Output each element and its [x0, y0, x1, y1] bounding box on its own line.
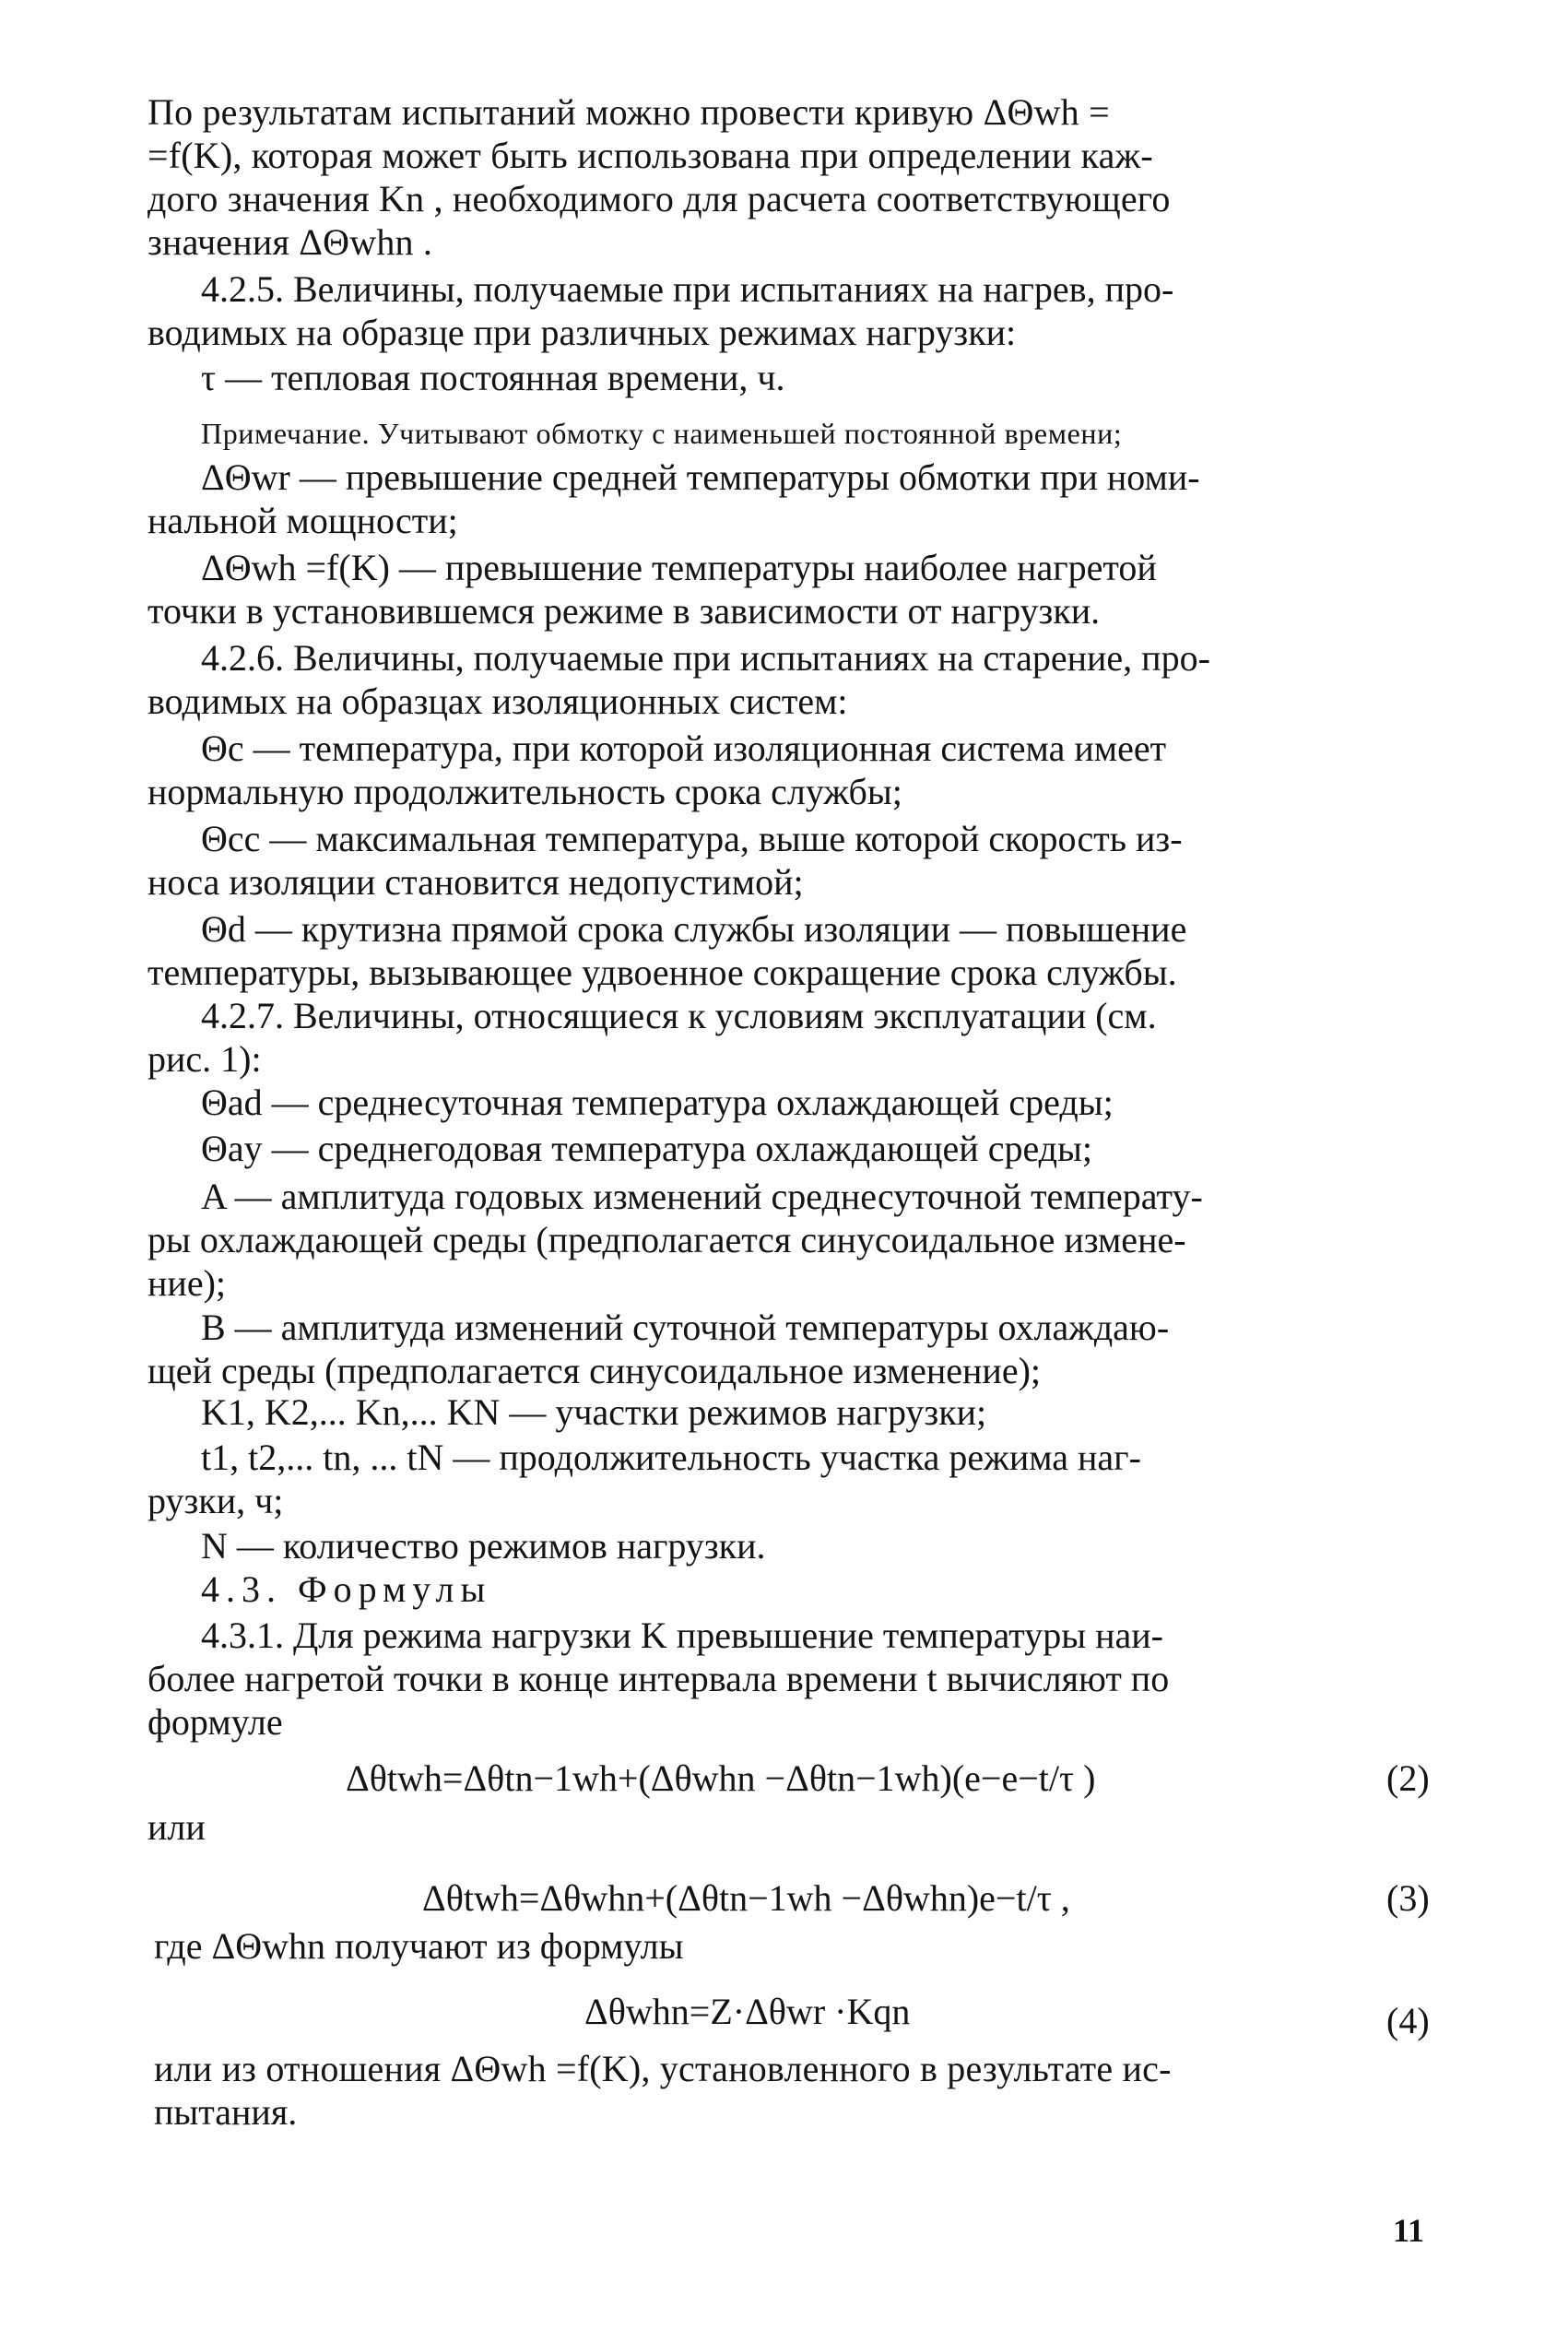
def-theta-d-line-1: Θd — крутизна прямой срока службы изоляции — повышение [201, 908, 1187, 950]
word-or: или [147, 1806, 206, 1848]
def-t-durations-line-2: рузки, ч; [147, 1480, 284, 1521]
def-theta-cc-line-1: Θcc — максимальная температура, выше которой скорость из- [201, 818, 1183, 859]
closing-line-1: или из отношения ΔΘwh =f(K), установленного в результате ис- [154, 2048, 1172, 2089]
formula-2-number: (2) [1386, 1757, 1430, 1799]
formula-4: Δθwhn=Z·Δθwr ·Kqn [584, 1991, 911, 2032]
paragraph-1-line-1: По результатам испытаний можно провести кривую ΔΘwh = [147, 91, 1110, 133]
paragraph-1-line-3: дого значения Kn , необходимого для расчета соответствующего [147, 178, 1171, 219]
section-4-2-5-line-2: водимых на образце при различных режимах нагрузки: [147, 312, 1017, 353]
section-4-3-1-line-3: формуле [147, 1701, 283, 1743]
def-delta-theta-wh-line-1: ΔΘwh =f(K) — превышение температуры наиболее нагретой [201, 547, 1157, 588]
def-k-segments: K1, K2,... Kn,... KN — участки режимов нагрузки; [201, 1391, 987, 1433]
note: Примечание. Учитывают обмотку с наименьшей постоянной времени; [201, 417, 1123, 450]
formula-3: Δθtwh=Δθwhn+(Δθtn−1wh −Δθwhn)e−t/τ , [422, 1877, 1070, 1919]
def-theta-c-line-1: Θc — температура, при которой изоляционная система имеет [201, 727, 1167, 769]
time-constant-definition: τ — тепловая постоянная времени, ч. [201, 357, 785, 398]
def-t-durations-line-1: t1, t2,... tn, ... tN — продолжительность участка режима наг- [201, 1437, 1141, 1478]
def-theta-ad: Θad — среднесуточная температура охлаждающей среды; [201, 1082, 1114, 1123]
paragraph-1-line-2: =f(K), которая может быть использована при определении каж- [147, 135, 1153, 176]
where-text: где ΔΘwhn получают из формулы [154, 1925, 684, 1967]
closing-line-2: пытания. [154, 2091, 298, 2133]
section-4-3-title: 4.3. Формулы [201, 1568, 492, 1610]
def-n-count: N — количество режимов нагрузки. [201, 1525, 766, 1567]
def-b-line-2: щей среды (предполагается синусоидальное изменение); [147, 1350, 1042, 1391]
section-4-2-7-line-1: 4.2.7. Величины, относящиеся к условиям эксплуатации (см. [201, 995, 1157, 1036]
def-a-line-2: ры охлаждающей среды (предполагается синусоидальное измене- [147, 1219, 1186, 1260]
def-theta-d-line-2: температуры, вызывающее удвоенное сокращение срока службы. [147, 952, 1177, 993]
section-4-2-5-line-1: 4.2.5. Величины, получаемые при испытаниях на нагрев, про- [201, 268, 1174, 310]
section-4-2-6-line-1: 4.2.6. Величины, получаемые при испытаниях на старение, про- [201, 637, 1210, 679]
def-delta-theta-wh-line-2: точки в установившемся режиме в зависимости от нагрузки. [147, 590, 1101, 632]
def-theta-c-line-2: нормальную продолжительность срока службы; [147, 771, 902, 812]
def-theta-cc-line-2: носа изоляции становится недопустимой; [147, 861, 804, 903]
formula-4-number: (4) [1386, 2000, 1430, 2041]
page-number: 11 [1393, 2212, 1425, 2249]
formula-3-number: (3) [1386, 1877, 1430, 1919]
def-b-line-1: B — амплитуда изменений суточной температуры охлаждаю- [201, 1307, 1170, 1348]
section-4-3-1-line-1: 4.3.1. Для режима нагрузки K превышение температуры наи- [201, 1614, 1163, 1656]
section-4-2-7-line-2: рис. 1): [147, 1038, 262, 1080]
def-a-line-1: A — амплитуда годовых изменений среднесуточной температу- [201, 1176, 1203, 1217]
paragraph-1-line-4: значения ΔΘwhn . [147, 221, 433, 263]
def-delta-theta-wr-line-2: нальной мощности; [147, 500, 458, 541]
section-4-2-6-line-2: водимых на образцах изоляционных систем: [147, 680, 848, 722]
formula-2: Δθtwh=Δθtn−1wh+(Δθwhn −Δθtn−1wh)(e−e−t/τ ) [346, 1757, 1096, 1799]
def-a-line-3: ние); [147, 1262, 226, 1304]
def-theta-ay: Θay — среднегодовая температура охлаждающей среды; [201, 1128, 1093, 1169]
def-delta-theta-wr-line-1: ΔΘwr — превышение средней температуры обмотки при номи- [201, 456, 1200, 498]
section-4-3-1-line-2: более нагретой точки в конце интервала времени t вычисляют по [147, 1658, 1170, 1699]
